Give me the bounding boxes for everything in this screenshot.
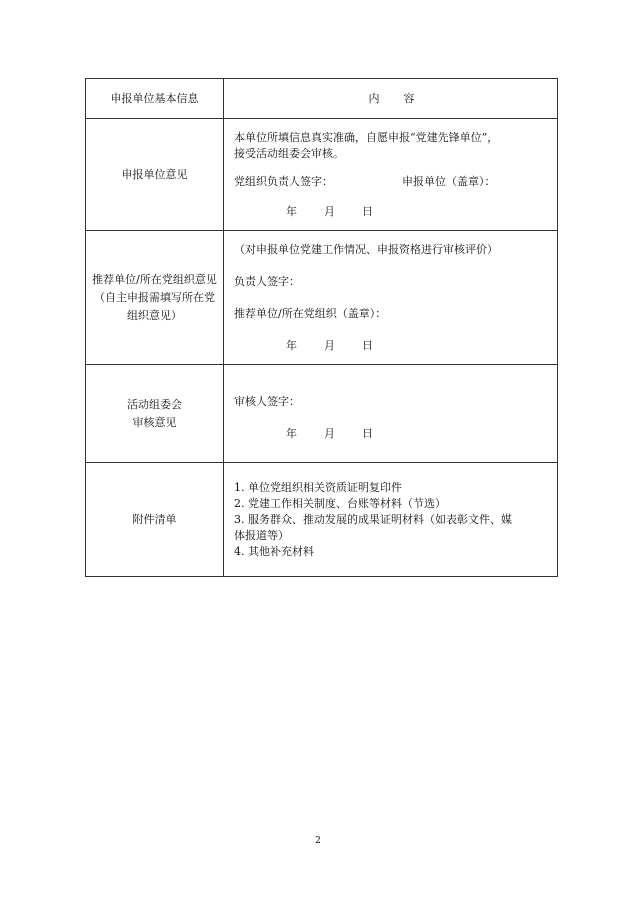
recommender-opinion-row [86,231,558,365]
party-leader-signature-label: 党组织负责人签字： [234,174,333,188]
attachment-item: 2. 党建工作相关制度、台账等材料（节选） [234,496,446,510]
committee-review-row [86,365,558,463]
applicant-statement-line1: 本单位所填信息真实准确，自愿申报“党建先锋单位”， [234,130,499,144]
applicant-stamp-label: 申报单位（盖章）： [402,174,496,188]
applicant-opinion-row [86,119,558,231]
date-month: 月 [324,426,335,440]
applicant-date [234,204,549,220]
date-year: 年 [286,204,297,218]
attachment-item: 1. 单位党组织相关资质证明复印件 [234,480,402,494]
committee-review-content [224,365,558,463]
applicant-opinion-content [224,119,558,231]
attachment-item: 3. 服务群众、推动发展的成果证明材料（如表彰文件、媒 [234,512,512,526]
reviewer-signature-label: 审核人签字： [234,394,300,408]
applicant-opinion-label: 申报单位意见 [86,119,224,231]
header-content [224,79,558,119]
applicant-signature-line [234,174,549,190]
date-day: 日 [362,204,373,218]
header-content-char: 容 [403,91,415,105]
recommender-stamp-label: 推荐单位/所在党组织（盖章）： [234,306,387,320]
date-month: 月 [324,338,335,352]
date-month: 月 [324,204,335,218]
committee-date [234,426,549,442]
attachment-item: 4. 其他补充材料 [234,544,314,558]
date-day: 日 [362,338,373,352]
committee-review-label [86,365,224,463]
recommender-opinion-label: 推荐单位/所在党组织意见（自主申报需填写所在党组织意见） [86,231,224,365]
recommender-opinion-content [224,231,558,365]
recommender-note: （对申报单位党建工作情况、申报资格进行审核评价） [234,242,498,256]
responsible-signature-label: 负责人签字： [234,274,300,288]
applicant-statement-line2: 接受活动组委会审核。 [234,146,344,160]
date-year: 年 [286,426,297,440]
page-number: 2 [315,836,321,846]
header-label: 申报单位基本信息 [86,79,224,119]
committee-label-line2: 审核意见 [132,415,177,429]
committee-label-line1: 活动组委会 [127,397,182,411]
recommender-date [234,338,549,354]
header-content-char: 内 [368,91,380,105]
application-form-table [85,78,558,577]
attachments-row [86,463,558,577]
date-day: 日 [362,426,373,440]
attachment-item: 体报道等） [234,528,289,542]
header-row [86,79,558,119]
attachments-label: 附件清单 [86,463,224,577]
attachments-list [224,463,558,577]
date-year: 年 [286,338,297,352]
